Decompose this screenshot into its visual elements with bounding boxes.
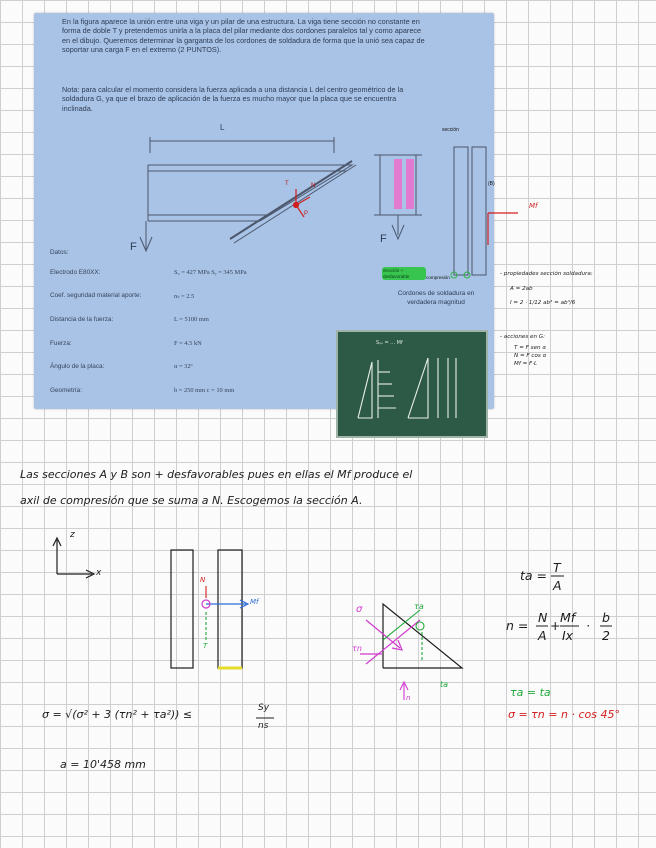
eq-n-Ix: Ix: [562, 628, 574, 643]
data-label-0: Datos:: [50, 249, 69, 256]
von-mises-equation: σ = √(σ² + 3 (τn² + τa²)) ≤: [42, 708, 193, 721]
triangle-tau-a: τa: [414, 602, 424, 611]
green-note-compresion: compresión: [426, 275, 450, 280]
label-P: P: [304, 211, 309, 217]
eq-n-b: b: [602, 610, 610, 625]
eq-n-plus: +: [550, 618, 561, 633]
eq-n-N: N: [538, 610, 548, 625]
props-title: - propiedades sección soldadura:: [500, 271, 593, 277]
eq-n-Mf: Mf: [560, 610, 576, 625]
cordones-caption: Cordones de soldadura en verdadera magnitud: [397, 290, 475, 306]
eq-ta-num: T: [553, 560, 561, 575]
label-F-pillar: F: [380, 233, 387, 245]
axis-z-label: z: [70, 530, 75, 540]
data-label-1: Electrodo E80XX:: [50, 269, 101, 276]
board-drawing: [338, 332, 486, 436]
area-formula: A = 2ab: [510, 286, 533, 292]
vm-den: ns: [258, 721, 269, 731]
axis-x-label: x: [96, 568, 102, 578]
hand-text-line-1: Las secciones A y B son + desfavorables pues en ellas el Mf produce el: [20, 468, 413, 481]
data-label-6: Geometría:: [50, 387, 82, 394]
blackboard-photo: [336, 330, 488, 438]
problem-statement: En la figura aparece la unión entre una viga y un pilar de una estructura. La viga tiene sección no constante en forma de doble T y pretendemos unirla a la placa del pilar mediante dos cordones paralelos tal y como aparece en el dibujo. Queremos determinar la garganta de los cordones de soldadura de forma que la unió sea capaz de soportar una carga F en el extremo (2 PUNTOS).: [62, 17, 425, 54]
green-note-section: Sección + desfavorable: [382, 267, 426, 280]
board-text: Sᵧₛ = ... Mf: [376, 340, 403, 346]
section-N-label: N: [200, 576, 206, 584]
inertia-formula: I = 2 · 1/12 ab³ = ab³/6: [510, 300, 576, 306]
forces-title: - acciones en G:: [500, 334, 546, 340]
hand-text-line-2: axil de compresión que se suma a N. Escogemos la sección A.: [20, 494, 363, 507]
label-B: (B): [488, 181, 495, 187]
data-value-3: L = 5100 mm: [174, 316, 209, 323]
triangle-sigma: σ: [356, 604, 363, 615]
label-N: N: [311, 183, 316, 189]
eq-ta-den: A: [553, 578, 562, 593]
section-T-label: T: [203, 642, 208, 650]
force-N: N = F cos α: [514, 353, 547, 359]
red-equation: σ = τn = n · cos 45°: [508, 708, 620, 721]
eq-n-left: n =: [506, 618, 529, 633]
green-equation: τa = ta: [510, 686, 551, 699]
eq-ta-left: ta =: [520, 568, 548, 583]
triangle-tau-n: τn: [352, 644, 362, 653]
eq-n-A: A: [538, 628, 547, 643]
data-value-6: b = 250 mm c = 10 mm: [174, 387, 235, 394]
data-value-4: F = 4.5 kN: [174, 340, 202, 347]
data-label-2: Coef. seguridad material aporte:: [50, 292, 142, 299]
data-value-1: Sᵤ = 427 MPa Sᵧ = 345 MPa: [174, 269, 247, 276]
vm-num: Sy: [258, 703, 270, 713]
label-section: sección: [442, 127, 459, 133]
data-value-5: α = 32º: [174, 363, 193, 370]
force-Mf: Mf = F·L: [514, 361, 538, 367]
force-T: T = F sen α: [514, 345, 547, 351]
label-Mf-right: Mf: [529, 202, 538, 210]
data-label-3: Distancia de la fuerza:: [50, 316, 114, 323]
label-L: L: [220, 123, 225, 132]
eq-n-2: 2: [602, 628, 610, 643]
problem-note: Nota: para calcular el momento considera la fuerza aplicada a una distancia L del centro geométrico de la soldadura G, ya que el brazo de aplicación de la fuerza es mucho mayor que la placa que se encuentra inclinada.: [62, 85, 404, 113]
section-Mf-label: Mf: [250, 598, 259, 606]
eq-n-dot: ·: [586, 618, 590, 633]
result-a: a = 10'458 mm: [60, 758, 146, 771]
data-label-4: Fuerza:: [50, 340, 72, 347]
triangle-ta: ta: [440, 680, 449, 689]
label-T: T: [285, 181, 289, 187]
label-F-beam: F: [130, 241, 137, 253]
data-value-2: nₛ = 2.5: [174, 293, 195, 300]
data-label-5: Ángulo de la placa:: [50, 363, 105, 370]
triangle-n: n: [406, 694, 411, 702]
